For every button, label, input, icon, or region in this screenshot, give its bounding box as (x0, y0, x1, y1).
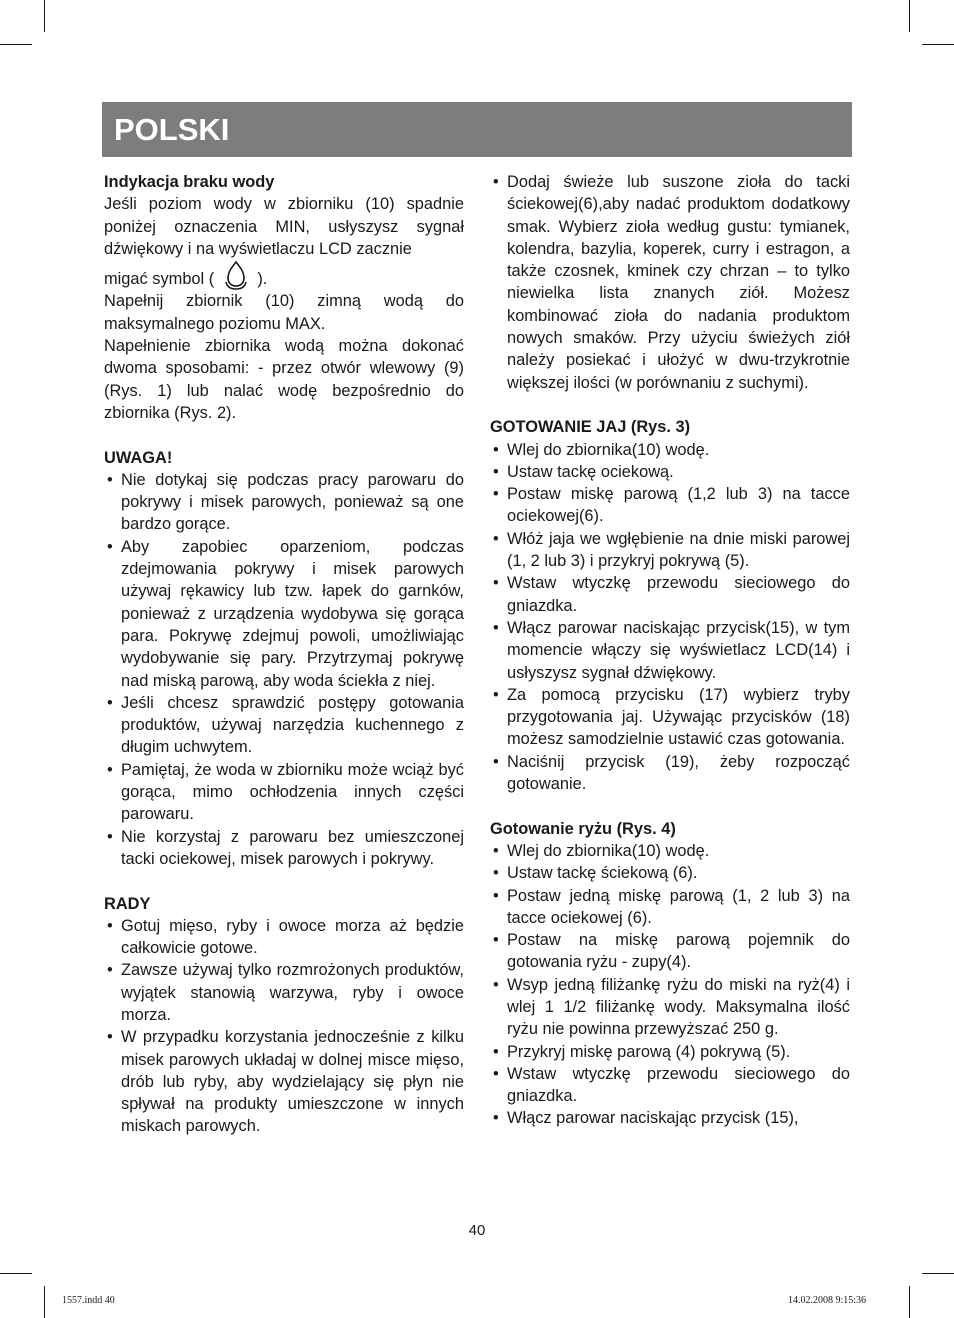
paragraph: Jeśli poziom wody w zbiorniku (10) spadnie poniżej oznaczenia MIN, usłyszysz sygnał dźwiękowy i na wyświetlaczu LCD zacznie (104, 195, 464, 258)
section-heading: Gotowanie ryżu (Rys. 4) (490, 819, 676, 838)
bullet-icon: • (107, 961, 113, 980)
list-item: • Wlej do zbiornika(10) wodę. (490, 840, 850, 862)
water-drop-icon (223, 260, 249, 290)
footer-timestamp: 14.02.2008 9:15:36 (788, 1295, 867, 1306)
list-item: • Wstaw wtyczkę przewodu sieciowego do gniazdka. (493, 574, 850, 615)
list-item: • W przypadku korzystania jednocześnie z kilku misek parowych układaj w dolnej misce mięso, drób lub ryby, aby wydzielający się płyn nie spływał na produkty umieszczone w innych miskach parowych. (107, 1028, 464, 1136)
page-number: 40 (468, 1222, 486, 1239)
eggs-section (490, 416, 850, 795)
symbol-line (104, 260, 464, 290)
list-item: • Włącz parowar naciskając przycisk(15), w tym momencie włączy się wyświetlacz LCD(14) i usłyszysz sygnał dźwiękowy. (493, 618, 850, 682)
list-item: • Postaw na miskę parową pojemnik do gotowania ryżu - zupy(4). (493, 931, 850, 972)
list-item: • Nie dotykaj się podczas pracy parowaru do pokrywy i misek parowych, ponieważ są one bardzo gorące. (107, 470, 464, 534)
list-item: • Naciśnij przycisk (19), żeby rozpocząć gotowanie. (493, 752, 850, 794)
left-column (104, 171, 464, 1138)
bullet-icon: • (493, 886, 499, 905)
footer-file-info: 1557.indd 40 (62, 1295, 115, 1306)
bullet-icon: • (107, 470, 113, 489)
bullet-icon: • (493, 1109, 499, 1128)
list-item: • Postaw miskę parową (1,2 lub 3) na tacce ociekowej(6). (493, 485, 850, 526)
crop-mark (922, 1273, 954, 1274)
bullet-icon: • (493, 975, 499, 994)
crop-mark (922, 44, 954, 45)
right-column (490, 171, 850, 1130)
crop-mark (909, 1286, 910, 1318)
section-heading: Indykacja braku wody (104, 173, 275, 191)
list-item: • Aby zapobiec oparzeniom, podczas zdejmowania pokrywy i misek parowych używaj rękawicy lub tzw. łapek do garnków, ponieważ z urządzenia wydobywa się gorąca para. Pokrywę zdejmuj powoli, umożliwiając wydobywanie się pary. Przytrzymaj pokrywę nad miską parową, aby woda ściekła z niej. (107, 537, 464, 690)
bullet-icon: • (493, 173, 499, 191)
bullet-icon: • (493, 752, 499, 771)
section-heading: GOTOWANIE JAJ (Rys. 3) (490, 418, 691, 437)
bullet-icon: • (107, 760, 113, 779)
bullet-icon: • (107, 693, 113, 712)
section-heading: RADY (104, 894, 151, 913)
list-item: • Włóż jaja we wgłębienie na dnie miski parowej (1, 2 lub 3) i przykryj pokrywą (5). (493, 529, 850, 571)
bullet-icon: • (107, 1028, 113, 1047)
bullet-list (104, 915, 464, 1138)
bullet-list (490, 439, 850, 796)
list-item: • Postaw jedną miskę parową (1, 2 lub 3) na tacce ociekowej (6). (493, 886, 850, 927)
bullet-list (104, 469, 464, 870)
list-item: • Pamiętaj, że woda w zbiorniku może wciąż być gorąca, mimo ochłodzenia innych części parowaru. (107, 760, 464, 824)
page-title: POLSKI (114, 112, 230, 147)
bullet-list (490, 840, 850, 1130)
bullet-icon: • (493, 462, 499, 481)
bullet-icon: • (493, 1042, 499, 1061)
list-item: • Wstaw wtyczkę przewodu sieciowego do gniazdka. (493, 1064, 850, 1106)
paragraph-text: ). (257, 270, 268, 289)
herbs-section (490, 171, 850, 394)
list-item: • Wlej do zbiornika(10) wodę. (490, 439, 850, 461)
bullet-icon: • (493, 841, 499, 860)
list-item: • Wsyp jedną filiżankę ryżu do miski na ryż(4) i wlej 1 1/2 filiżankę wody. Maksymalna ilość ryżu nie powinna przewyższać 250 g. (493, 975, 850, 1039)
list-item: • Za pomocą przycisku (17) wybierz tryby przygotowania jaj. Używając przycisków (18) możesz samodzielnie ustawić czas gotowania. (493, 685, 850, 749)
crop-mark (909, 0, 910, 32)
bullet-icon: • (107, 827, 113, 846)
crop-mark (0, 44, 32, 45)
list-item: • Gotuj mięso, ryby i owoce morza aż będzie całkowicie gotowe. (107, 916, 464, 958)
rice-section (490, 818, 850, 1130)
paragraph: Napełnienie zbiornika wodą można dokonać dwoma sposobami: - przez otwór wlewowy (9) (Rys. 1) lub nalać wodę bezpośrednio do zbiornika (Rys. 2). (104, 337, 464, 422)
water-indicator-section (104, 171, 464, 424)
section-heading: UWAGA! (104, 448, 173, 467)
list-item: • Dodaj świeże lub suszone zioła do tacki ściekowej(6),aby nadać produktom dodatkowy smak. Wybierz zioła według gustu: tymianek, kolendra, bazylia, koperek, curry i estragon, a także czosnek, kminek czy chrzan – to tylko niewielka lista znanych ziół. Możesz kombinować zioła do nadania produktom nowych smaków. Przy użyciu świeżych ziół należy posiekać i ułożyć w dwu-trzykrotnie większej ilości (w porównaniu z suchymi). (493, 173, 850, 392)
list-item: • Nie korzystaj z parowaru bez umieszczonej tacki ociekowej, misek parowych i pokrywy. (107, 827, 464, 868)
bullet-icon: • (493, 1064, 499, 1083)
language-header-bar (102, 102, 852, 157)
bullet-icon: • (107, 916, 113, 935)
crop-mark (0, 1273, 32, 1274)
warning-section (104, 447, 464, 871)
list-item: • Jeśli chcesz sprawdzić postępy gotowania produktów, używaj narzędzia kuchennego z długim uchwytem. (107, 693, 464, 757)
bullet-icon: • (493, 618, 499, 637)
bullet-icon: • (493, 864, 499, 883)
tips-section (104, 893, 464, 1138)
bullet-list (490, 171, 850, 394)
paragraph-text: migać symbol ( (104, 270, 215, 289)
bullet-icon: • (493, 529, 499, 548)
list-item: • Włącz parowar naciskając przycisk (15), (490, 1107, 850, 1129)
bullet-icon: • (493, 485, 499, 504)
list-item: • Ustaw tackę ściekową (6). (490, 862, 850, 884)
bullet-icon: • (493, 685, 499, 704)
crop-mark (44, 0, 45, 32)
list-item: • Przykryj miskę parową (4) pokrywą (5). (490, 1041, 850, 1063)
bullet-icon: • (493, 440, 499, 459)
list-item: • Ustaw tackę ociekową. (490, 461, 850, 483)
bullet-icon: • (107, 537, 113, 556)
list-item: • Zawsze używaj tylko rozmrożonych produktów, wyjątek stanowią warzywa, ryby i owoce morza. (107, 961, 464, 1024)
bullet-icon: • (493, 931, 499, 950)
paragraph: Napełnij zbiornik (10) zimną wodą do maksymalnego poziomu MAX. (104, 292, 464, 333)
bullet-icon: • (493, 574, 499, 593)
crop-mark (44, 1286, 45, 1318)
